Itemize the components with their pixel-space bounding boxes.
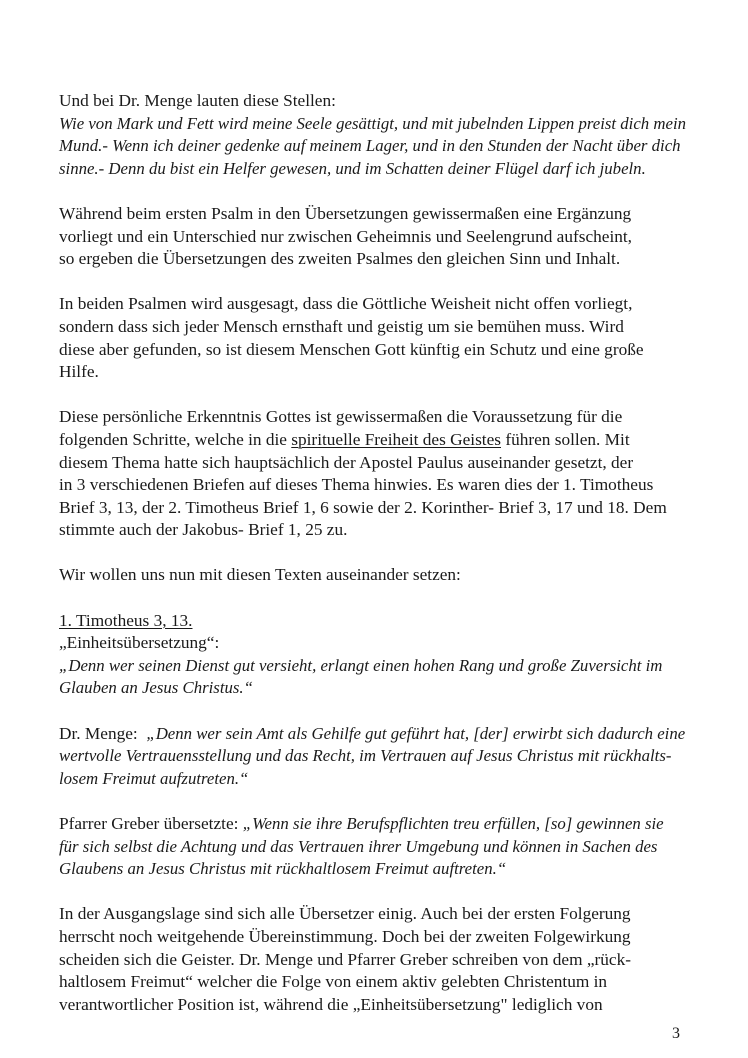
text-line: in 3 verschiedenen Briefen auf dieses Thema hinwies. Es waren dies der 1. Timotheus — [59, 475, 654, 495]
text-line: Diese persönliche Erkenntnis Gottes ist gewissermaßen die Voraussetzung für die — [59, 407, 623, 427]
translation-label: „Einheitsübersetzung“: — [59, 633, 220, 653]
paragraph-wisdom — [59, 293, 699, 383]
text-line: vorliegt und ein Unterschied nur zwischen Geheimnis und Seelengrund aufscheint, — [59, 226, 633, 246]
text-line: stimmte auch der Jakobus- Brief 1, 25 zu. — [59, 520, 348, 540]
page-number: 3 — [672, 1025, 680, 1042]
text-fragment: führen sollen. Mit — [501, 429, 630, 449]
quote-line: Wie von Mark und Fett wird meine Seele gesättigt, und mit jubelnden Lippen preist dich mein — [59, 113, 687, 133]
quote-fragment: „Denn wer sein Amt als Gehilfe gut geführt hat, [der] erwirbt sich dadurch eine — [146, 723, 686, 743]
quote-fragment: „Wenn sie ihre Berufspflichten treu erfüllen, [so] gewinnen sie — [242, 814, 664, 833]
paragraph-gap — [59, 881, 699, 904]
translator-label: Dr. Menge: — [59, 723, 147, 743]
paragraph-analysis — [59, 903, 699, 1016]
quote-line: sinne.- Denn du bist ein Helfer gewesen, und im Schatten deiner Flügel darf ich jubeln. — [59, 158, 646, 178]
section-timotheus — [59, 610, 699, 700]
text-line: Wir wollen uns nun mit diesen Texten auseinander setzen: — [59, 565, 461, 585]
paragraph-freedom — [59, 406, 699, 542]
text-fragment: folgenden Schritte, welche in die — [59, 429, 292, 449]
paragraph-menge-psalm — [59, 90, 699, 180]
text-line: herrscht noch weitgehende Übereinstimmung. Doch bei der zweiten Folgewirkung — [59, 926, 631, 946]
paragraph-menge-translation — [59, 723, 699, 791]
quote-line: „Denn wer seinen Dienst gut versieht, erlangt einen hohen Rang und große Zuversicht im — [59, 655, 663, 675]
paragraph-gap — [59, 384, 699, 407]
section-heading: 1. Timotheus 3, 13. — [59, 610, 193, 630]
text-line: diesem Thema hatte sich hauptsächlich der Apostel Paulus auseinander gesetzt, der — [59, 452, 634, 472]
text-line: In beiden Psalmen wird ausgesagt, dass die Göttliche Weisheit nicht offen vorliegt, — [59, 294, 633, 314]
text-line — [59, 429, 699, 452]
text-line: In der Ausgangslage sind sich alle Übersetzer einig. Auch bei der ersten Folgerung — [59, 904, 631, 924]
translator-label: Pfarrer Greber übersetzte: — [59, 814, 243, 833]
quote-line: Glaubens an Jesus Christus mit rückhaltlosem Freimut auftreten.“ — [59, 859, 507, 879]
paragraph-gap — [59, 542, 699, 565]
quote-line: Glauben an Jesus Christus.“ — [59, 678, 253, 698]
text-line: haltlosem Freimut“ welcher die Folge von einem aktiv gelebten Christentum in — [59, 972, 608, 992]
paragraph-gap — [59, 180, 699, 203]
text-line: diese aber gefunden, so ist diesem Menschen Gott künftig ein Schutz und eine große — [59, 339, 644, 359]
underlined-phrase: spirituelle Freiheit des Geistes — [291, 429, 501, 449]
text-line — [59, 723, 699, 746]
text-line: Hilfe. — [59, 362, 99, 382]
text-line: scheiden sich die Geister. Dr. Menge und Pfarrer Greber schreiben von dem „rück- — [59, 949, 631, 969]
paragraph-gap — [59, 587, 699, 610]
text-line: sondern dass sich jeder Mensch ernsthaft und geistig um sie bemühen muss. Wird — [59, 316, 624, 336]
paragraph-gap — [59, 700, 699, 723]
quote-line: für sich selbst die Achtung und das Vertrauen ihrer Umgebung und können in Sachen des — [59, 836, 658, 856]
text-line — [59, 813, 699, 836]
text-line: Und bei Dr. Menge lauten diese Stellen: — [59, 91, 336, 110]
paragraph-gap — [59, 790, 699, 813]
text-line: so ergeben die Übersetzungen des zweiten Psalmes den gleichen Sinn und Inhalt. — [59, 249, 621, 269]
paragraph-gap — [59, 271, 699, 294]
paragraph-intro-texts — [59, 564, 699, 587]
quote-line: wertvolle Vertrauensstellung und das Recht, im Vertrauen auf Jesus Christus mit rückhalts- — [59, 746, 672, 766]
quote-line: losem Freimut aufzutreten.“ — [59, 768, 249, 788]
page-body — [59, 90, 699, 1016]
text-line: verantwortlicher Position ist, während die „Einheitsübersetzung" lediglich von — [59, 994, 603, 1014]
paragraph-greber-translation — [59, 813, 699, 881]
text-line: Brief 3, 13, der 2. Timotheus Brief 1, 6 sowie der 2. Korinther- Brief 3, 17 und 18. Dem — [59, 497, 667, 517]
paragraph-comparison — [59, 203, 699, 271]
text-line: Während beim ersten Psalm in den Übersetzungen gewissermaßen eine Ergänzung — [59, 203, 632, 223]
quote-line: Mund.- Wenn ich deiner gedenke auf meinem Lager, und in den Stunden der Nacht über dich — [59, 136, 681, 156]
